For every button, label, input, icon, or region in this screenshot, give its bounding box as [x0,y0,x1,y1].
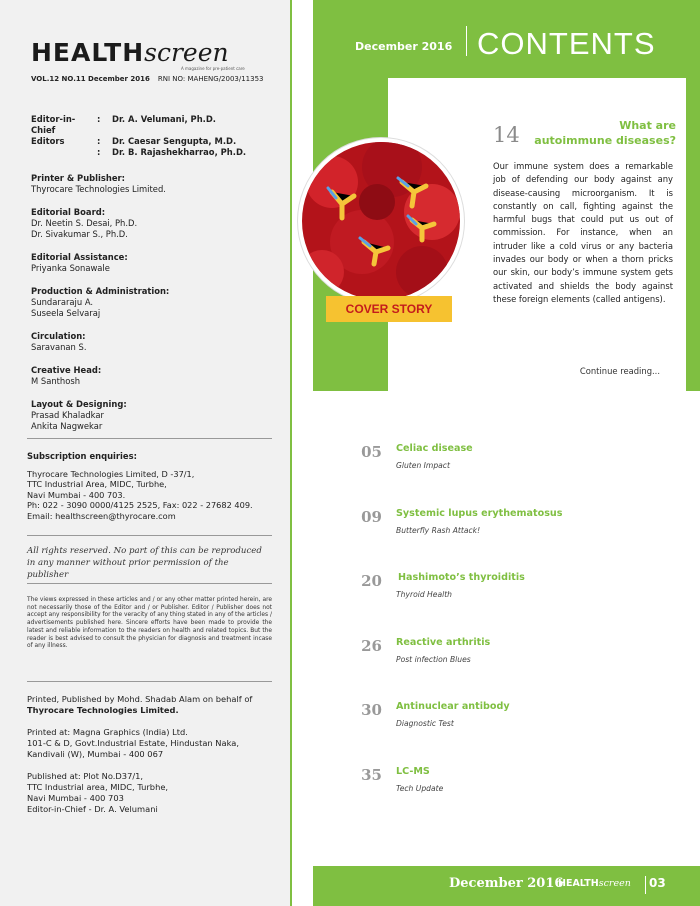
logo-screen: screen [144,38,229,67]
toc-page-number: 09 [361,508,382,526]
volume-number: VOL.12 NO.11 December 2016 [31,75,150,83]
rights-notice: All rights reserved. No part of this can be reproduced in any manner without prior permission of the publisher [27,546,262,580]
toc-title: LC-MS [396,766,430,777]
divider [27,583,272,584]
issue-info [31,75,264,83]
cover-story-body: Our immune system does a remarkable job of defending our body against any disease-causing microorganism. It is constantly on call, fighting against the harmful bugs that could put us out of commission. For instance, when an intruder like a cold virus or any bacteria invades our body or when a thorn pricks our skin, our body’s immune system gets activated and shields the body against these foreign elements (called antigens). [493,161,673,304]
header-divider [466,26,467,56]
footer-brand: HEALTHscreen [558,878,631,889]
toc-subtitle: Tech Update [396,784,444,793]
toc-page-number: 35 [361,766,382,784]
masthead-block: Printer & Publisher: Thyrocare Technologies Limited. [31,173,166,194]
toc-title: Antinuclear antibody [396,701,510,712]
editor-row: : Dr. B. Rajashekharrao, Ph.D. [97,147,247,157]
cover-story-page: 14 [493,123,520,147]
masthead-block: Creative Head: M Santhosh [31,365,102,386]
continue-reading-link[interactable]: Continue reading... [579,366,660,376]
footer-date: December 2016 [449,876,564,891]
toc-subtitle: Diagnostic Test [396,719,454,728]
toc-subtitle: Thyroid Health [396,590,452,599]
toc-subtitle: Gluten Impact [396,461,450,470]
masthead-block: Production & Administration: Sundararaju A. Suseela Selvaraj [31,286,170,318]
green-frame-right [686,78,700,391]
logo-tagline: A magazine for pre-patient care [181,66,245,71]
masthead [31,114,246,432]
cover-story-image [298,138,464,304]
contents-title: CONTENTS [477,26,656,61]
subscription-heading: Subscription enquiries: [27,451,137,461]
masthead-block: Layout & Designing: Prasad Khaladkar Ankita Nagwekar [31,399,127,431]
logo-health: HEALTH [31,38,145,67]
toc-page-number: 05 [361,443,382,461]
toc-subtitle: Post infection Blues [396,655,471,664]
cover-story-badge: COVER STORY [326,296,452,322]
footer-divider [645,876,646,894]
cover-story-title[interactable]: What are autoimmune diseases? [534,119,676,147]
divider [27,681,272,682]
antibody-illustration [302,142,460,300]
toc-page-number: 26 [361,637,382,655]
toc-page-number: 30 [361,701,382,719]
contents-header [313,0,700,78]
editor-row: Editor-in-Chief : Dr. A. Velumani, Ph.D. [31,114,216,135]
rni-number: RNI NO: MAHENG/2003/11353 [157,75,264,83]
printer-info: Printed, Published by Mohd. Shadab Alam on behalf of Thyrocare Technologies Limited. Printed at: Magna Graphics (India) Ltd. 101-C & D, Govt.Industrial Estate, Hindustan Naka, Kandivali (W), Mumbai - 400 067 Published at: Plot No.D37/1, TTC Industrial area, MIDC, Turbhe, Navi Mumbai - 400 703 Editor-in-Chief - Dr. A. Velumani [27,694,253,814]
divider [27,438,272,439]
page-footer [313,866,700,906]
masthead-block: Editorial Board: Dr. Neetin S. Desai, Ph.D. Dr. Sivakumar S., Ph.D. [31,207,138,239]
masthead-block: Circulation: Saravanan S. [31,331,87,352]
magazine-logo [31,38,245,71]
column-divider [290,0,292,906]
disclaimer: The views expressed in these articles and / or any other matter printed herein, are not necessarily those of the Editor and / or Publisher. Editor / Publisher does not accept any responsibility for the veracity of any thing stated in any of the articles / advertisements published here. Sincere efforts have been made to provide the latest and reliable information to the readers on health and related topics. But the reader is best advised to consult the physician for diagnosis and treatment incase of any illness. [27,597,272,650]
header-date: December 2016 [355,40,453,53]
editor-row: Editors : Dr. Caesar Sengupta, M.D. [31,136,237,146]
divider [27,535,272,536]
toc-title: Systemic lupus erythematosus [396,508,563,519]
toc-title: Reactive arthritis [396,637,491,648]
subscription-info: Subscription enquiries: Thyrocare Technologies Limited, D -37/1, TTC Industrial Area, MIDC, Turbhe, Navi Mumbai - 400 703. Ph: 022 - 3090 0000/4125 2525, Fax: 022 - 27682 409. Email: healthscreen@thyrocare.com [27,451,272,521]
toc-subtitle: Butterfly Rash Attack! [396,526,481,535]
toc-page-number: 20 [361,572,382,590]
toc-title: Hashimoto’s thyroiditis [398,572,525,583]
footer-page-number: 03 [649,876,666,890]
masthead-block: Editorial Assistance: Priyanka Sonawale [31,252,128,273]
toc-title: Celiac disease [396,443,473,454]
